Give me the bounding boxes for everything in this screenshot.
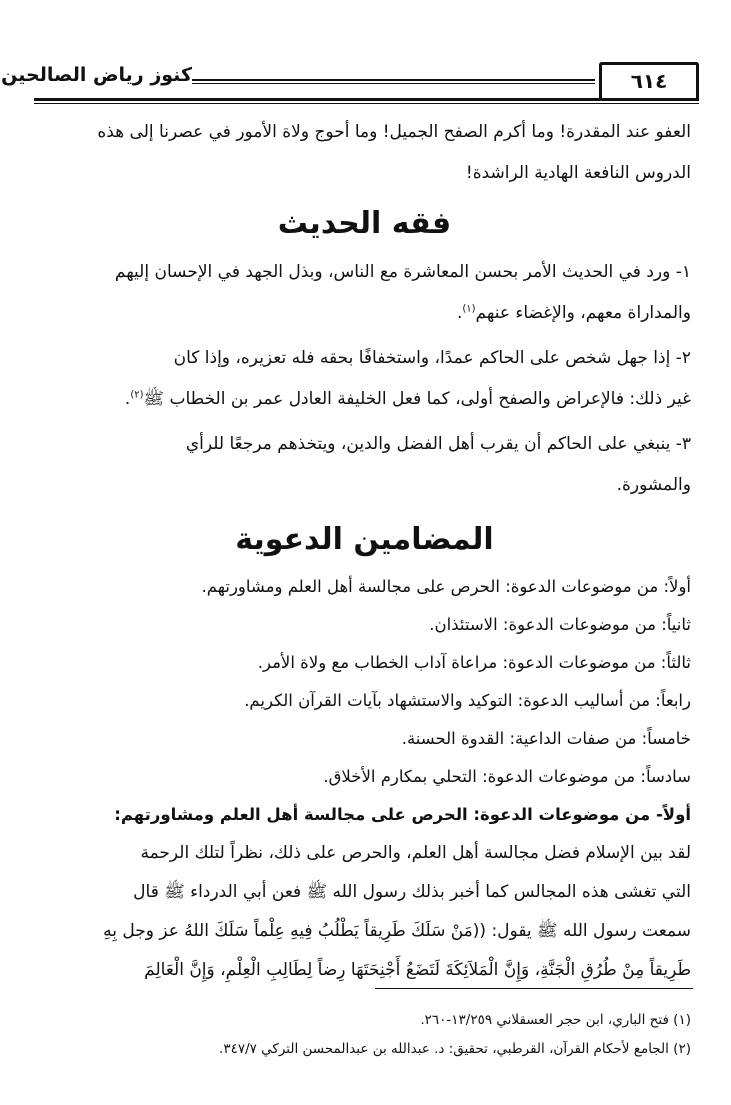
section-heading-fiqh: فقه الحديث bbox=[277, 206, 452, 241]
footnote-item: (١) فتح الباري، ابن حجر العسقلاني ١٣/٢٥٩-٢٦٠. bbox=[420, 1012, 691, 1028]
daawa-list-item: أولاً: من موضوعات الدعوة: الحرص على مجالسة أهل العلم ومشاورتهم. bbox=[201, 577, 691, 596]
footnote-mark[interactable]: (١) bbox=[462, 303, 476, 315]
daawa-list-item: رابعاً: من أساليب الدعوة: التوكيد والاستشهاد بآيات القرآن الكريم. bbox=[244, 691, 691, 710]
fiqh-item-end: . bbox=[124, 389, 131, 409]
book-title: كنوز رياض الصالحين bbox=[1, 64, 192, 86]
daawa-list-item: سادساً: من موضوعات الدعوة: التحلي بمكارم الأخلاق. bbox=[323, 767, 691, 786]
fiqh-item-text: والمداراة معهم، والإغضاء عنهم bbox=[475, 303, 691, 323]
intro-line: العفو عند المقدرة! وما أكرم الصفح الجميل! وما أحوج ولاة الأمور في عصرنا إلى هذه bbox=[97, 122, 691, 142]
fiqh-item-line: ٢- إذا جهل شخص على الحاكم عمدًا، واستخفافًا بحقه فله تعزيره، وإذا كان bbox=[173, 348, 691, 368]
section-heading-daawa: المضامين الدعوية bbox=[235, 522, 494, 557]
footnotes bbox=[38, 1006, 691, 1064]
fiqh-item-line: والمشورة. bbox=[616, 475, 691, 495]
footnote-separator bbox=[375, 988, 693, 989]
page-number: ٦١٤ bbox=[599, 62, 699, 98]
intro-line: الدروس النافعة الهادية الراشدة! bbox=[465, 163, 691, 183]
footnote-item: (٢) الجامع لأحكام القرآن، القرطبي، تحقيق: د. عبدالله بن عبدالمحسن التركي ٣٤٧/٧. bbox=[219, 1041, 691, 1057]
page-header bbox=[1, 62, 699, 102]
header-divider-line bbox=[192, 79, 595, 84]
header-rule bbox=[34, 98, 699, 101]
footnote-mark[interactable]: (٢) bbox=[130, 389, 144, 401]
header-rule-thin bbox=[34, 103, 699, 104]
subsection-heading: أولاً- من موضوعات الدعوة: الحرص على مجالسة أهل العلم ومشاورتهم: bbox=[114, 805, 691, 824]
paragraph-line: لقد بين الإسلام فضل مجالسة أهل العلم، والحرص على ذلك، نظراً لتلك الرحمة bbox=[140, 843, 691, 863]
daawa-list-item: خامساً: من صفات الداعية: القدوة الحسنة. bbox=[401, 729, 691, 748]
main-content bbox=[38, 112, 691, 990]
paragraph-line: طَرِيقاً مِنْ طُرُقِ الْجَنَّةِ، وَإِنَّ الْمَلاَئِكَةَ لَتَضَعُ أَجْنِحَتَهَا رِضاً لِطَالِبِ الْعِلْمِ، وَإِنَّ الْعَالِمَ bbox=[144, 960, 691, 980]
paragraph-line: سمعت رسول الله ﷺ يقول: ((مَنْ سَلَكَ طَرِيقاً يَطْلُبُ فِيهِ عِلْماً سَلَكَ اللهُ عز وجل بِهِ bbox=[103, 921, 691, 941]
paragraph-line: التي تغشى هذه المجالس كما أخبر بذلك رسول الله ﷺ فعن أبي الدرداء ﷺ قال bbox=[133, 882, 691, 902]
daawa-list-item: ثالثاً: من موضوعات الدعوة: مراعاة آداب الخطاب مع ولاة الأمر. bbox=[257, 653, 691, 672]
fiqh-item-text: غير ذلك: فالإعراض والصفح أولى، كما فعل الخليفة العادل عمر بن الخطاب ﷺ bbox=[143, 389, 691, 409]
fiqh-item-line: ٣- ينبغي على الحاكم أن يقرب أهل الفضل والدين، ويتخذهم مرجعًا للرأي bbox=[185, 434, 691, 454]
fiqh-item-line: ١- ورد في الحديث الأمر بحسن المعاشرة مع الناس، وبذل الجهد في الإحسان إليهم bbox=[114, 262, 691, 282]
fiqh-item-line bbox=[38, 379, 691, 420]
daawa-list-item: ثانياً: من موضوعات الدعوة: الاستئذان. bbox=[429, 615, 691, 634]
fiqh-item-line bbox=[38, 293, 691, 334]
fiqh-item-end: . bbox=[456, 303, 463, 323]
